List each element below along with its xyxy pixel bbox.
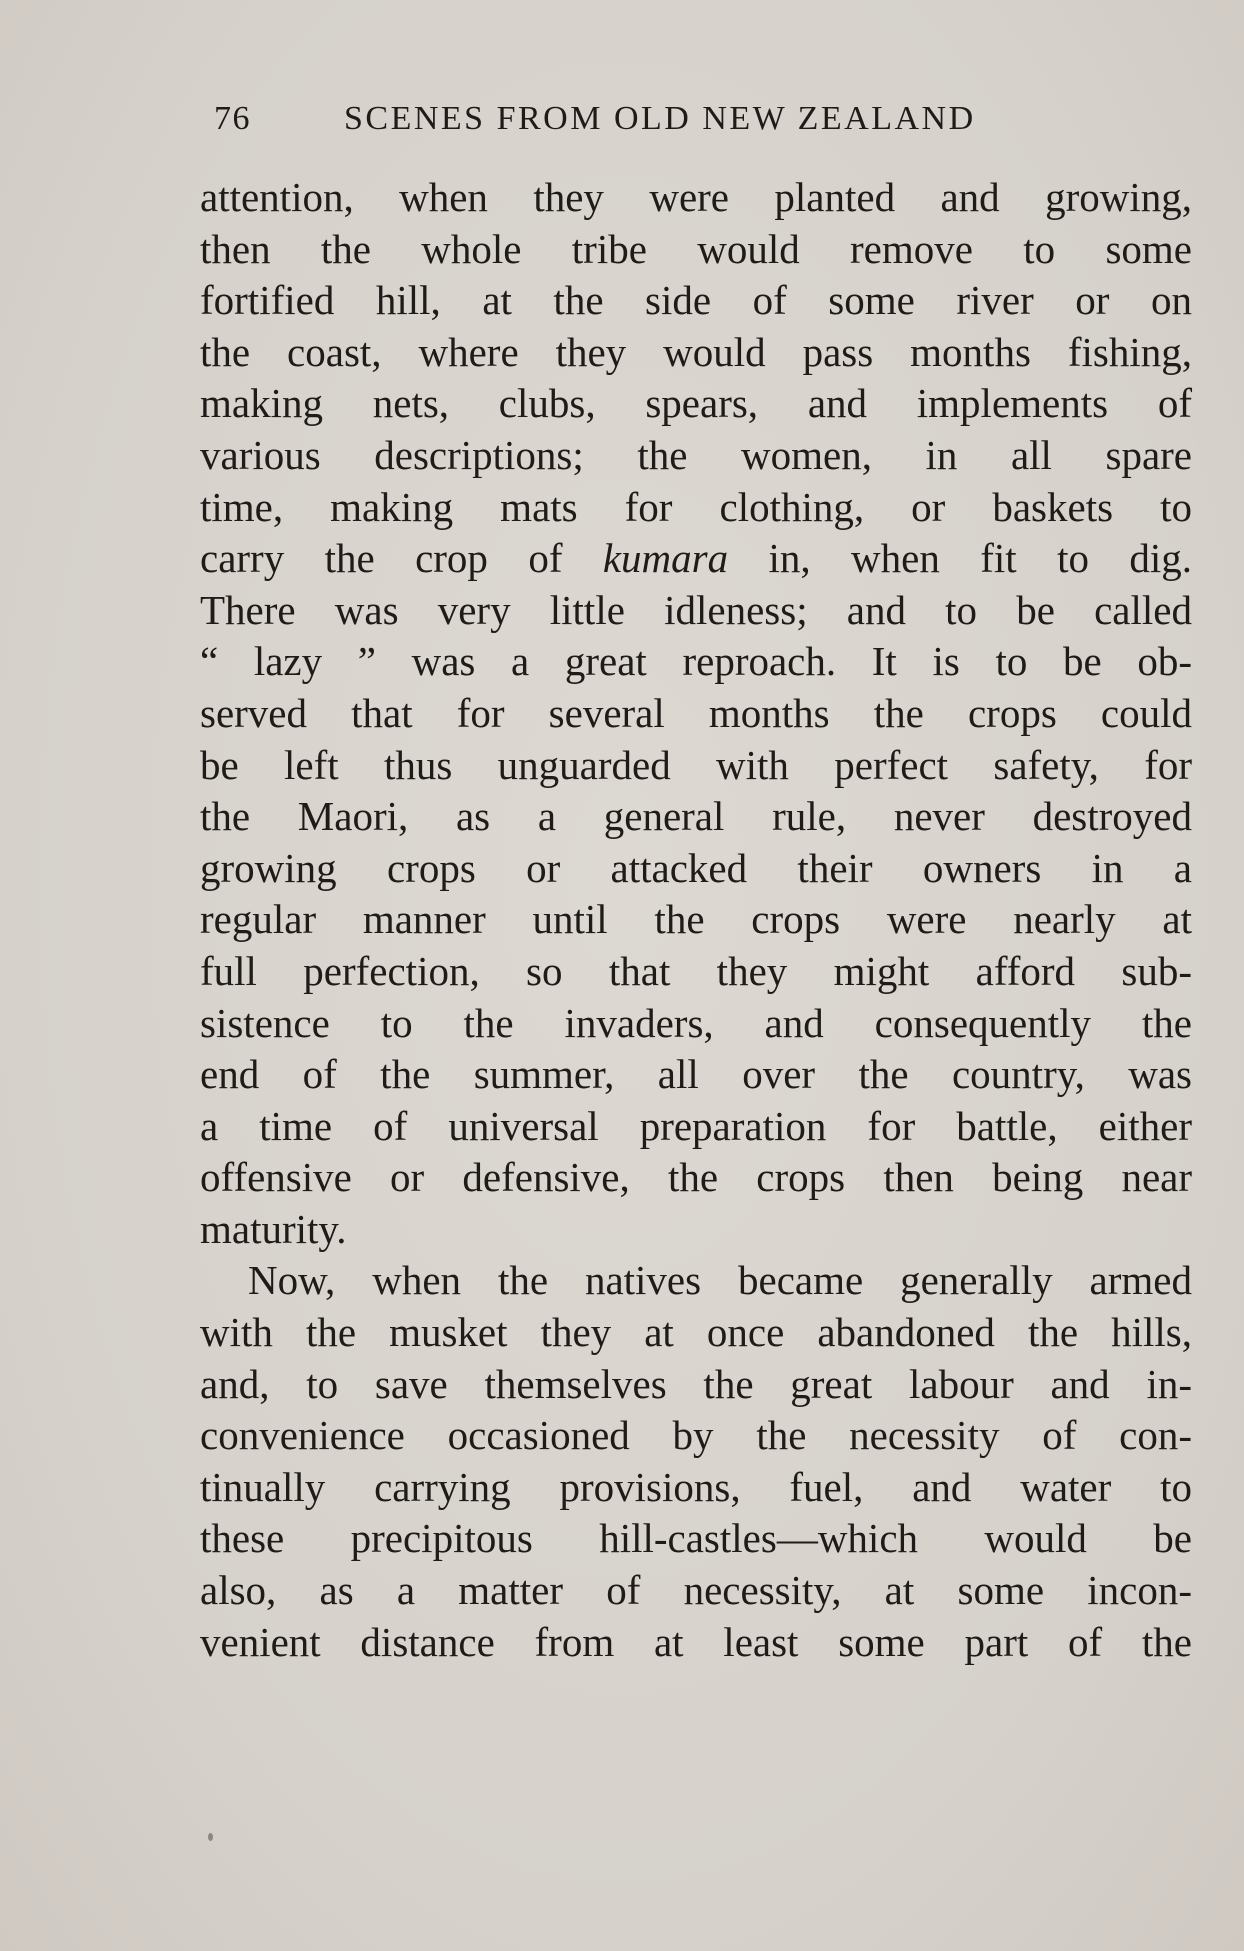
text-line: making nets, clubs, spears, and implements of <box>200 380 1192 427</box>
paper-speck <box>208 1833 213 1841</box>
text-run: carry the crop of <box>200 535 603 582</box>
text-line: be left thus unguarded with perfect safety, for <box>200 741 1192 788</box>
paragraph <box>200 1255 1192 1668</box>
text-line: maturity. <box>200 1205 347 1252</box>
text-line: time, making mats for clothing, or baskets to <box>200 483 1192 530</box>
text-line <box>200 533 1192 585</box>
text-line: full perfection, so that they might afford sub- <box>200 947 1192 994</box>
text-line: a time of universal preparation for battle, either <box>200 1102 1192 1149</box>
running-title: SCENES FROM OLD NEW ZEALAND <box>344 100 976 137</box>
text-line: served that for several months the crops could <box>200 689 1192 736</box>
italic-word: kumara <box>602 535 729 582</box>
text-line: There was very little idleness; and to be called <box>200 586 1192 633</box>
text-line: “ lazy ” was a great reproach. It is to be ob- <box>200 638 1192 685</box>
text-line: venient distance from at least some part of the <box>200 1618 1192 1665</box>
page-header <box>214 100 1068 138</box>
text-line: also, as a matter of necessity, at some incon- <box>200 1567 1192 1614</box>
text-line: growing crops or attacked their owners in a <box>200 844 1192 891</box>
text-line: with the musket they at once abandoned the hills, <box>200 1309 1192 1356</box>
text-line: offensive or defensive, the crops then being near <box>200 1154 1192 1201</box>
text-line: the Maori, as a general rule, never destroyed <box>200 793 1192 840</box>
text-line: various descriptions; the women, in all spare <box>200 431 1192 478</box>
text-line: the coast, where they would pass months fishing, <box>200 328 1192 375</box>
text-line: regular manner until the crops were nearly at <box>200 896 1192 943</box>
text-line: attention, when they were planted and growing, <box>200 174 1192 220</box>
text-line: tinually carrying provisions, fuel, and water to <box>200 1463 1192 1510</box>
text-line: these precipitous hill-castles—which would be <box>200 1515 1192 1562</box>
text-line: convenience occasioned by the necessity of con- <box>200 1412 1192 1459</box>
text-line: and, to save themselves the great labour and in- <box>200 1360 1192 1407</box>
text-line: then the whole tribe would remove to some <box>200 225 1192 272</box>
text-line: Now, when the natives became generally armed <box>248 1257 1192 1304</box>
body-text <box>200 172 1192 1668</box>
text-line: sistence to the invaders, and consequently the <box>200 999 1192 1046</box>
text-run: in, when fit to dig. <box>728 535 1192 582</box>
page-number: 76 <box>214 100 251 137</box>
paragraph <box>200 172 1192 1255</box>
text-line: end of the summer, all over the country, was <box>200 1051 1192 1098</box>
text-line: fortified hill, at the side of some river or on <box>200 277 1192 324</box>
